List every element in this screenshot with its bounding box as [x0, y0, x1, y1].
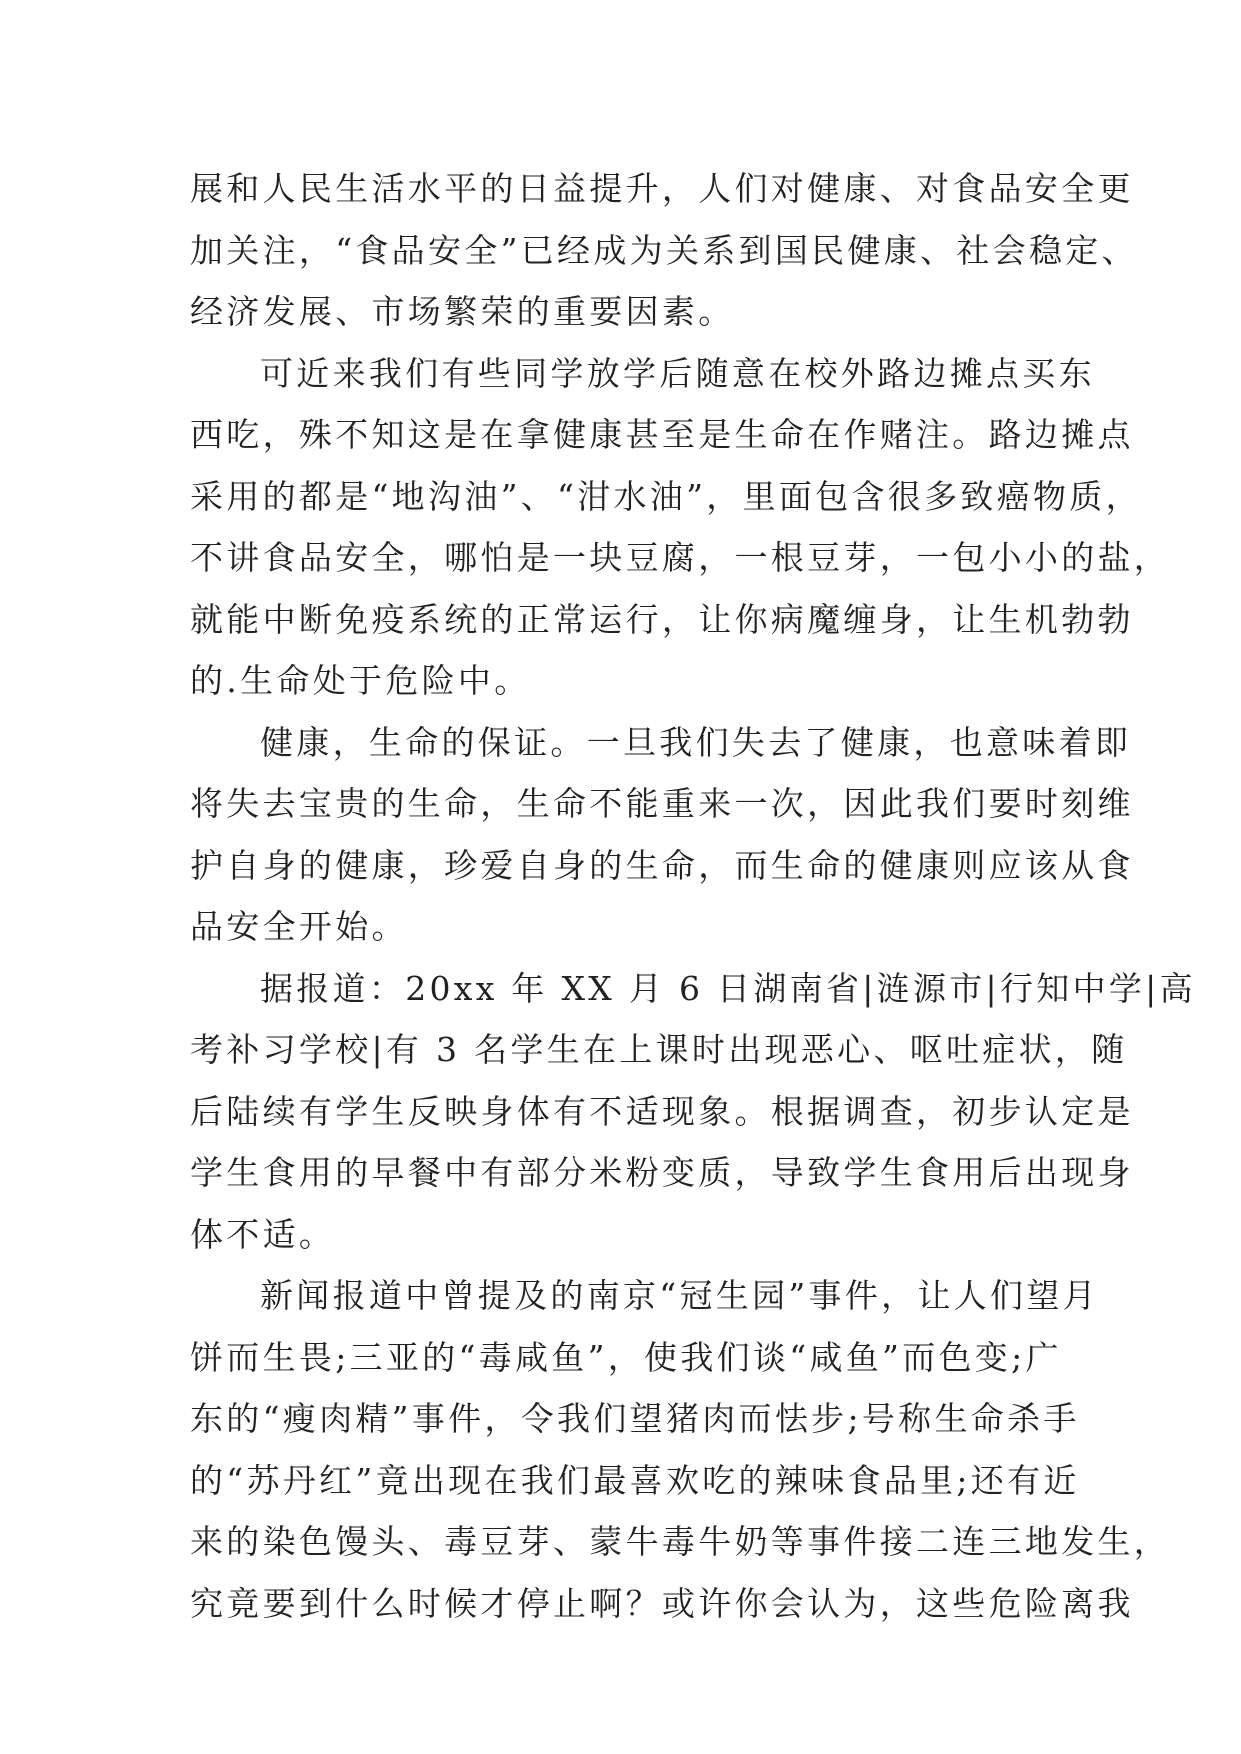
- text-line: 新闻报道中曾提及的南京“冠生园”事件，让人们望月: [260, 1276, 1099, 1315]
- text-line: 饼而生畏;三亚的“毒咸鱼”，使我们谈“咸鱼”而色变;广: [190, 1337, 1062, 1377]
- text-line: 考补习学校|有 3 名学生在上课时出现恶心、呕吐症状，随: [190, 1030, 1128, 1069]
- text-line: 的“苏丹红”竟出现在我们最喜欢吃的辣味食品里;还有近: [190, 1460, 1080, 1500]
- text-line: 后陆续有学生反映身体有不适现象。根据调查，初步认定是: [190, 1091, 1134, 1131]
- text-line: 体不适。: [190, 1214, 336, 1254]
- text-line: 学生食用的早餐中有部分米粉变质，导致学生食用后出现身: [190, 1153, 1134, 1192]
- text-line: 经济发展、市场繁荣的重要因素。: [190, 292, 735, 331]
- text-line: 健康，生命的保证。一旦我们失去了健康，也意味着即: [260, 722, 1132, 762]
- body-text: [190, 158, 1196, 1634]
- text-line: 不讲食品安全，哪怕是一块豆腐，一根豆芽，一包小小的盐，: [190, 538, 1171, 577]
- text-line: 品安全开始。: [190, 907, 408, 946]
- text-line: 展和人民生活水平的日益提升，人们对健康、对食品安全更: [190, 169, 1134, 208]
- text-line: 来的染色馒头、毒豆芽、蒙牛毒牛奶等事件接二连三地发生，: [190, 1522, 1171, 1561]
- text-line: 加关注，“食品安全”已经成为关系到国民健康、社会稳定、: [190, 230, 1138, 270]
- text-line: 采用的都是“地沟油”、“泔水油”，里面包含很多致癌物质，: [190, 476, 1142, 516]
- text-line: 就能中断免疫系统的正常运行，让你病魔缠身，让生机勃勃: [190, 599, 1134, 639]
- text-line: 西吃，殊不知这是在拿健康甚至是生命在作赌注。路边摊点: [190, 415, 1134, 454]
- text-line: 将失去宝贵的生命，生命不能重来一次，因此我们要时刻维: [190, 784, 1134, 823]
- text-line: 护自身的健康，珍爱自身的生命，而生命的健康则应该从食: [190, 845, 1134, 885]
- text-line: 东的“瘦肉精”事件，令我们望猪肉而怯步;号称生命杀手: [190, 1399, 1080, 1438]
- text-line: 的.生命处于危险中。: [190, 661, 531, 700]
- text-line: 据报道：20xx 年 XX 月 6 日湖南省|涟源市|行知中学|高: [260, 968, 1196, 1008]
- text-line: 可近来我们有些同学放学后随意在校外路边摊点买东: [260, 353, 1095, 393]
- text-line: 究竟要到什么时候才停止啊？或许你会认为，这些危险离我: [190, 1583, 1134, 1623]
